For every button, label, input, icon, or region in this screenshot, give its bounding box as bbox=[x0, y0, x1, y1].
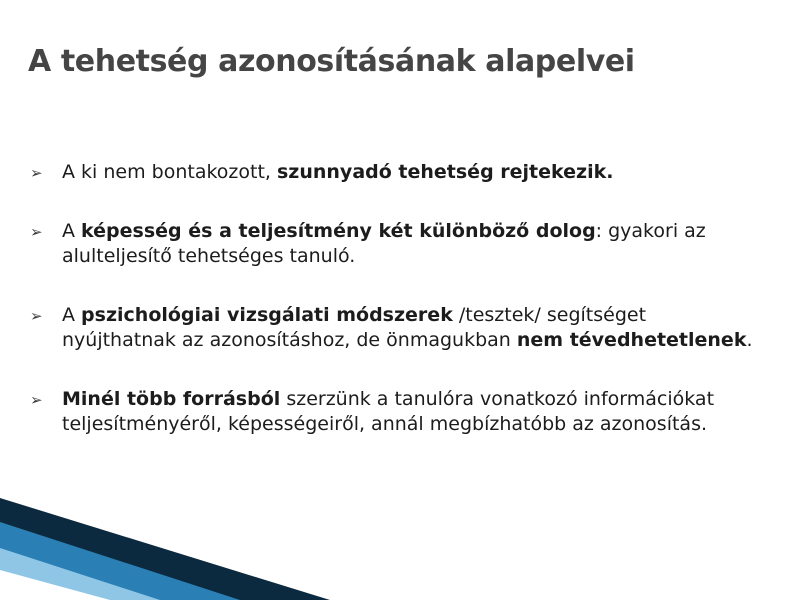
arrow-bullet-icon: ➢ bbox=[30, 223, 43, 241]
bullet-text: szerzünk a tanulóra vonatkozó információkat teljesítményéről, képességeiről, annál megbízhatóbb az azonosítás. bbox=[62, 388, 715, 435]
bullet-item bbox=[30, 219, 760, 269]
bullet-item bbox=[30, 160, 760, 185]
bullet-text: A bbox=[62, 220, 82, 242]
arrow-bullet-icon: ➢ bbox=[30, 391, 43, 409]
bullet-text: /tesztek/ segítséget nyújthatnak az azonosításhoz, de önmagukban bbox=[62, 304, 647, 351]
bullet-bold-text: nem tévedhetetlenek bbox=[516, 329, 747, 351]
bullet-bold-text: pszichológiai vizsgálati módszerek bbox=[81, 304, 453, 326]
bullet-text: A bbox=[62, 304, 82, 326]
bullet-item bbox=[30, 303, 760, 353]
wave-decoration bbox=[0, 490, 800, 600]
bullet-bold-text: Minél több forrásból bbox=[62, 388, 281, 410]
bullet-bold-text: képesség és a teljesítmény két különböző dolog bbox=[81, 220, 596, 242]
arrow-bullet-icon: ➢ bbox=[30, 307, 43, 325]
bullet-text: . bbox=[746, 329, 753, 351]
bullet-list bbox=[30, 160, 760, 437]
bullet-item bbox=[30, 387, 760, 437]
bullet-bold-text: szunnyadó tehetség rejtekezik. bbox=[276, 161, 614, 183]
bullet-text: A ki nem bontakozott, bbox=[62, 161, 277, 183]
slide-title: A tehetség azonosításának alapelvei bbox=[28, 44, 635, 79]
arrow-bullet-icon: ➢ bbox=[30, 164, 43, 182]
bullet-text: : gyakori az alulteljesítő tehetséges tanuló. bbox=[62, 220, 706, 267]
